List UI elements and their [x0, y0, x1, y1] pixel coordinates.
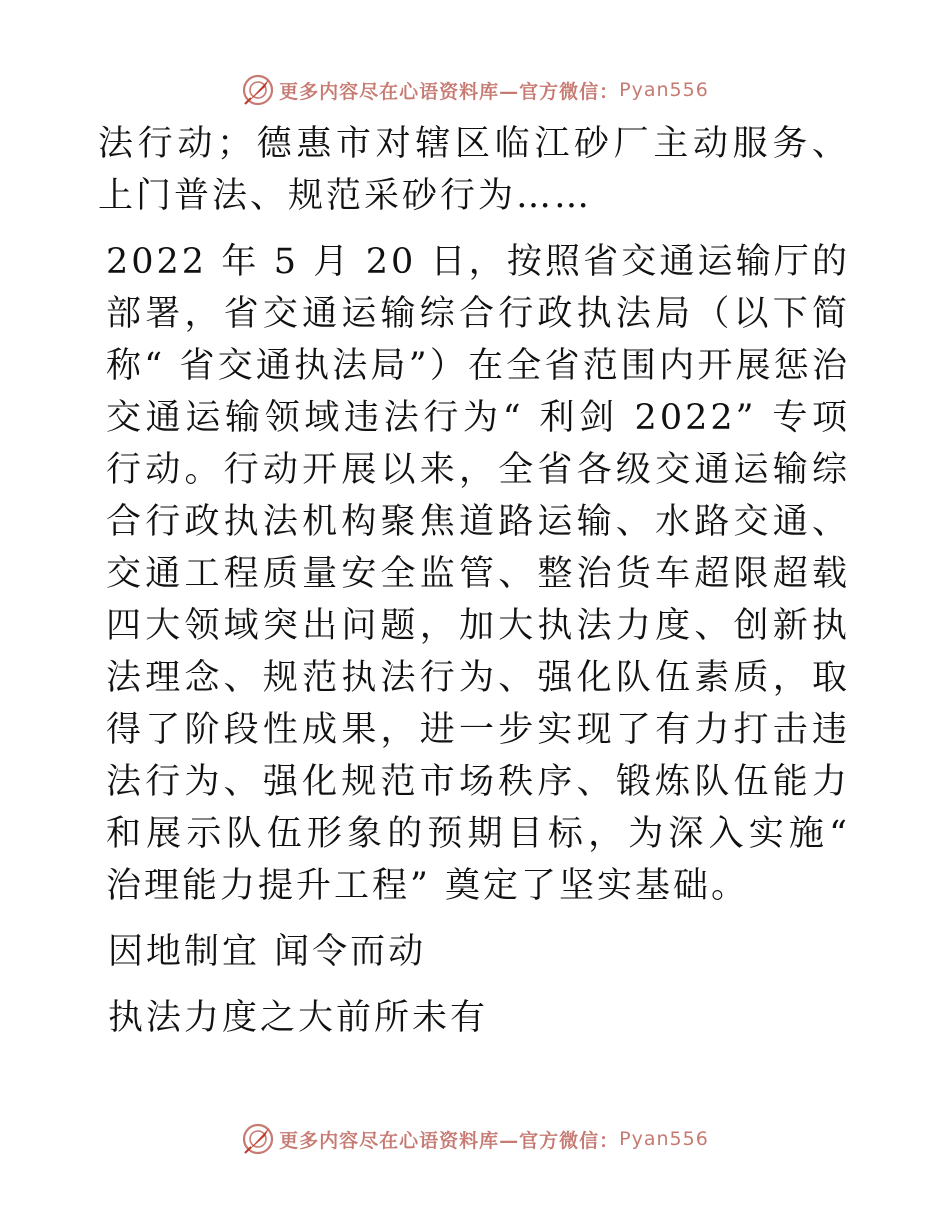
wechat-id: Pyan556 — [619, 79, 709, 101]
paragraph: 法行动；德惠市对辖区临江砂厂主动服务、上门普法、规范采砂行为…… — [98, 124, 850, 216]
quill-logo-icon — [241, 73, 275, 107]
section-heading: 执法力度之大前所未有 — [108, 998, 489, 1038]
section-heading: 因地制宜 闻令而动 — [108, 932, 427, 972]
wechat-id: Pyan556 — [619, 1128, 709, 1150]
footer-banner — [0, 1117, 950, 1161]
quill-logo-icon — [241, 1122, 275, 1156]
banner-text: 更多内容尽在心语资料库—官方微信： — [279, 1129, 620, 1152]
paragraph: 2022 年 5 月 20 日，按照省交通运输厅的部署，省交通运输综合行政执法局（以下简称“ 省交通执法局”）在全省范围内开展惩治交通运输领域违法行为“ 利剑 2022” 专项行动。行动开展以来，全省各级交通运输综合行政执法机构聚焦道路运输、水路交通、交通工程质量安全监管、整治货车超限超载四大领域突出问题，加大执法力度、创新执法理念、规范执法行为、强化队伍素质，取得了阶段性成果，进一步实现了有力打击违法行为、强化规范市场秩序、锻炼队伍能力和展示队伍形象的预期目标，为深入实施“ 治理能力提升工程” 奠定了坚实基础。 — [106, 242, 850, 906]
document-body — [98, 118, 850, 1044]
banner-text: 更多内容尽在心语资料库—官方微信： — [279, 80, 620, 103]
header-banner — [0, 68, 950, 112]
